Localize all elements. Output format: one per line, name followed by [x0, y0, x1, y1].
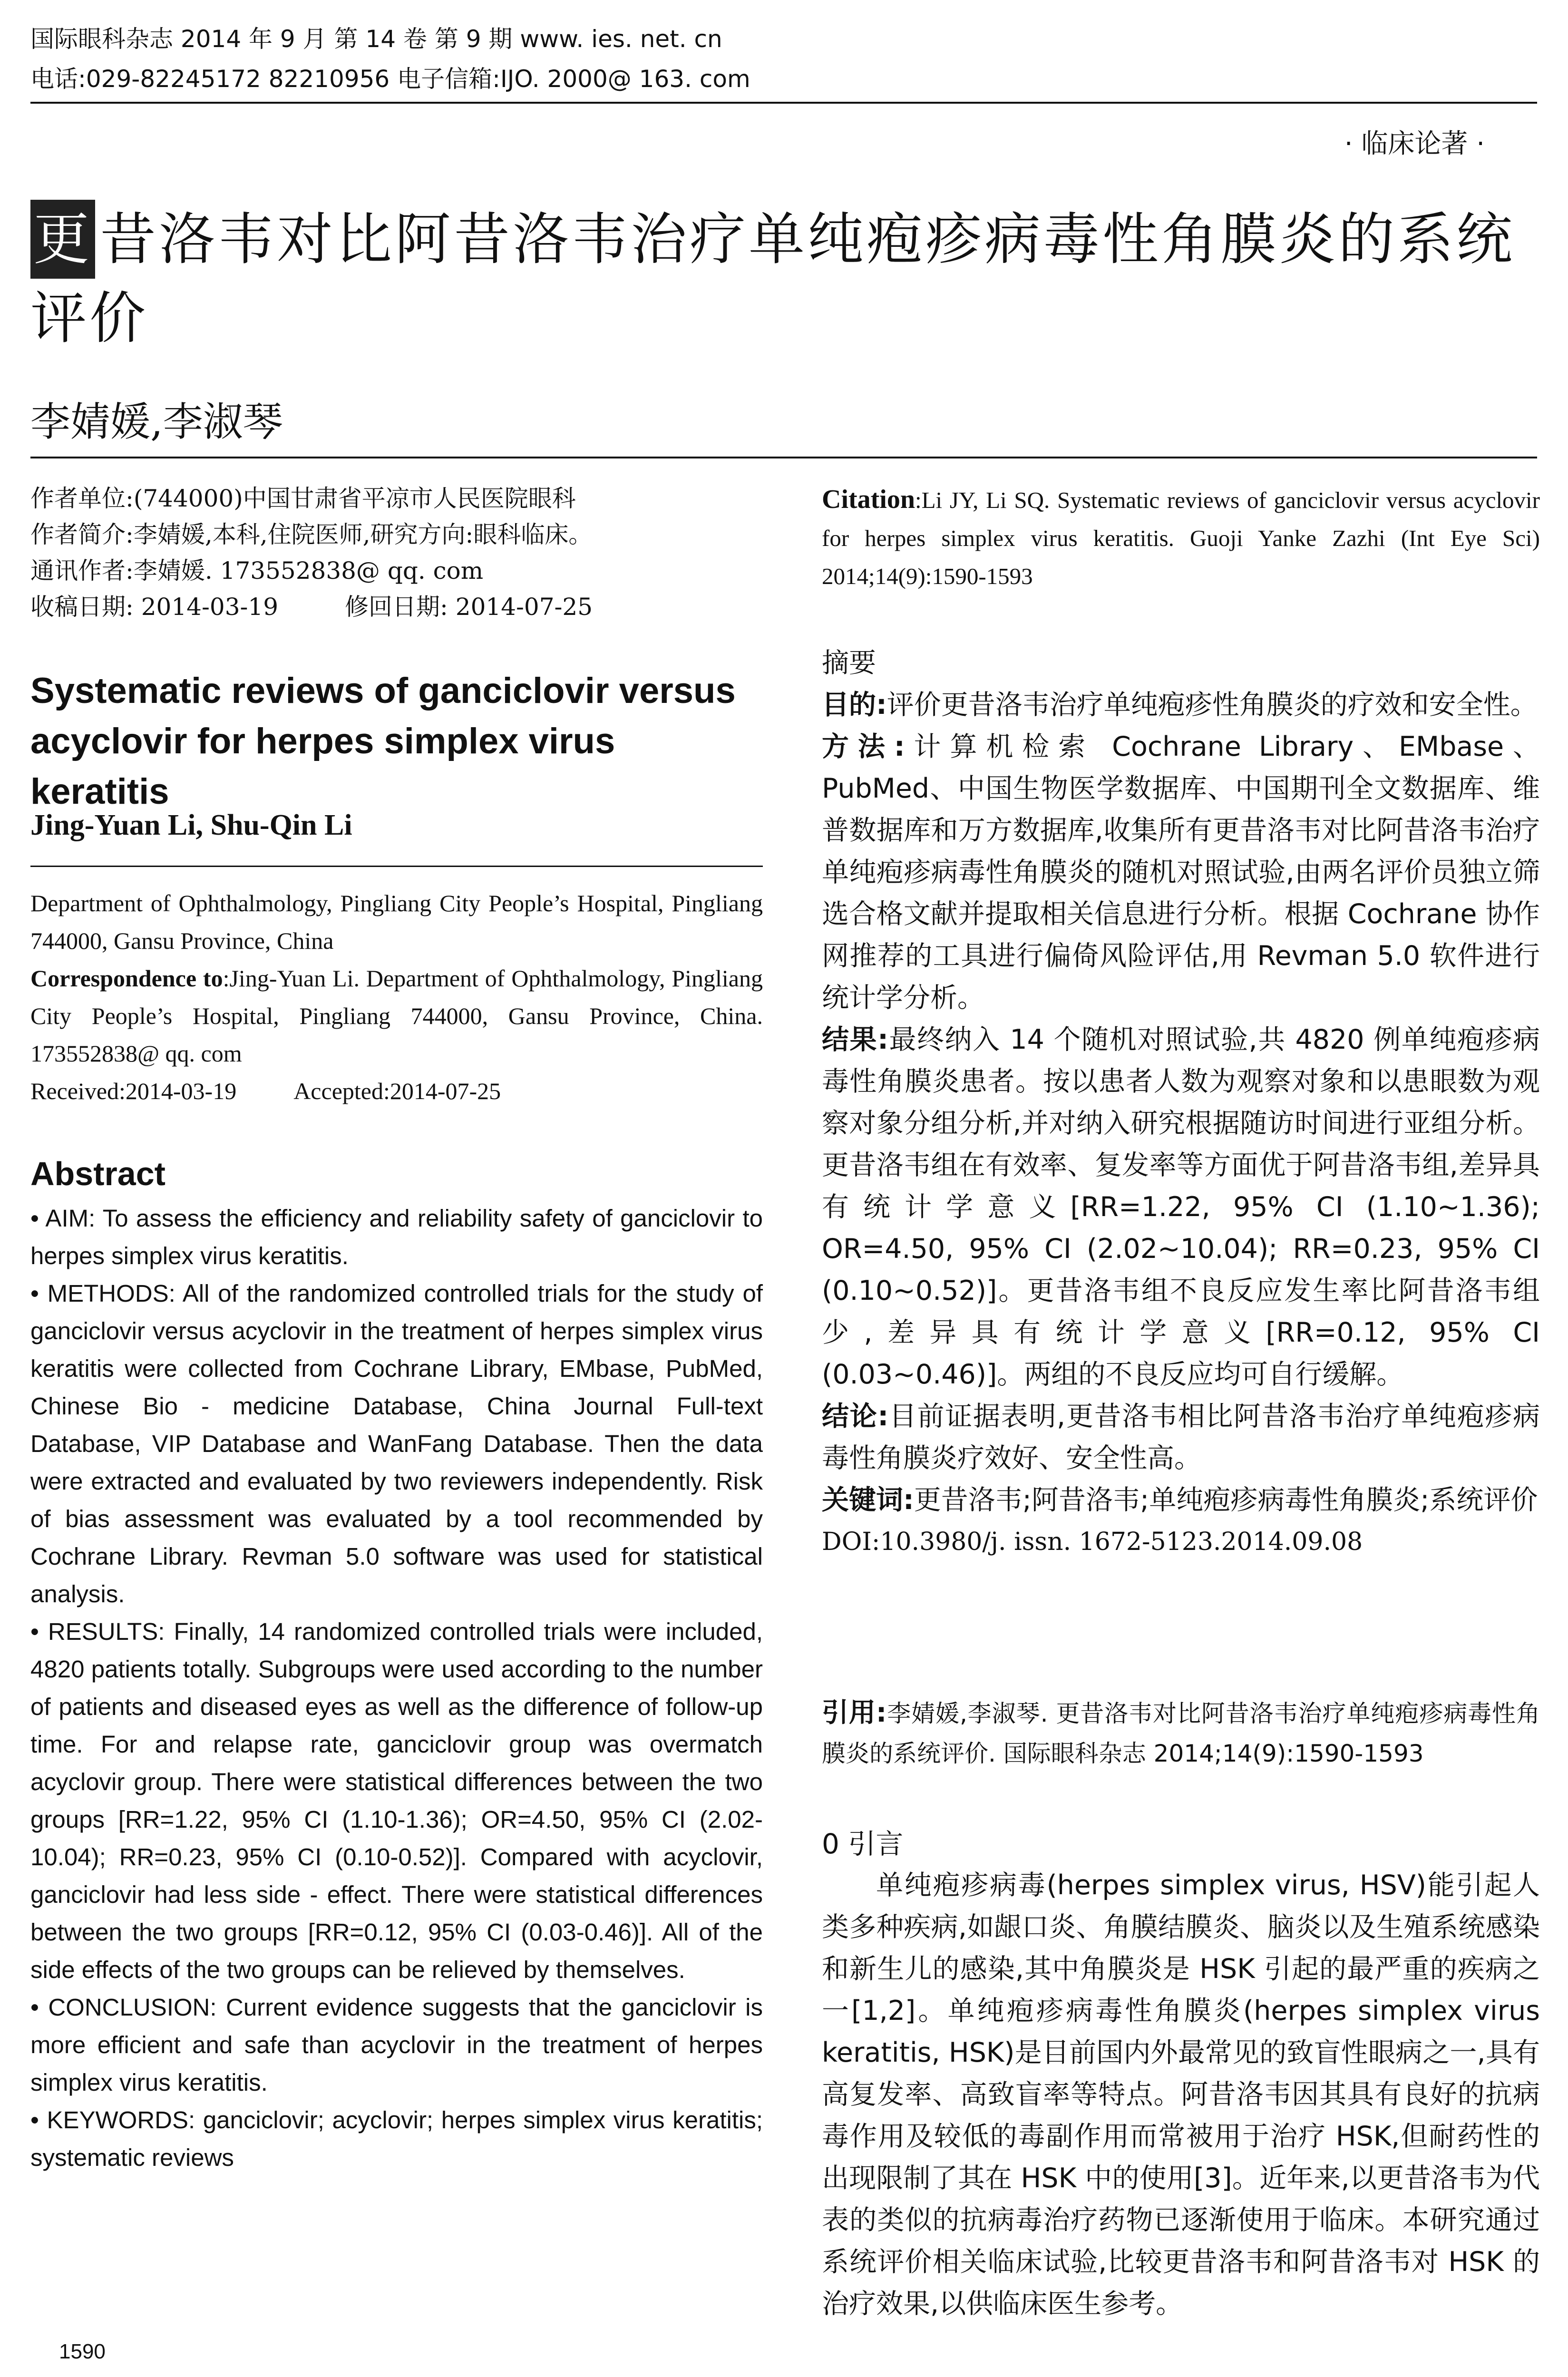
article-title — [30, 200, 1543, 358]
citation-label: Citation — [822, 485, 915, 514]
received-zh: 收稿日期: 2014-03-19 — [30, 593, 279, 621]
reference-text: 李婧媛,李淑琴. 更昔洛韦对比阿昔洛韦治疗单纯疱疹病毒性角膜炎的系统评价. 国际眼科杂志 2014;14(9):1590-1593 — [822, 1700, 1540, 1767]
title-text: 昔洛韦对比阿昔洛韦治疗单纯疱疹病毒性角膜炎的系统评价 — [30, 206, 1516, 351]
zh-methods-label: 方法: — [822, 731, 905, 762]
abstract-conclusion: • CONCLUSION: Current evidence suggests that the ganciclovir is more efficient and safe than acyclovir in the treatment of herpes simplex virus keratitis. — [30, 1994, 763, 2096]
zh-conclusion-label: 结论: — [822, 1401, 889, 1432]
dates-en — [30, 1072, 763, 1110]
intro-paragraph: 单纯疱疹病毒(herpes simplex virus, HSV)能引起人类多种疾病,如龈口炎、角膜结膜炎、脑炎以及生殖系统感染和新生儿的感染,其中角膜炎是 HSK 引起的最严重的疾病之一[1,2]。单纯疱疹病毒性角膜炎(herpes simplex virus keratitis, HSK)是目前国内外最常见的致盲性眼病之一,具有高复发率、高致盲率等特点。阿昔洛韦因其具有良好的抗病毒作用及较低的毒副作用而常被用于治疗 HSK,但耐药性的出现限制了其在 HSK 中的使用[3]。近年来,以更昔洛韦为代表的类似的抗病毒治疗药物已逐渐使用于临床。本研究通过系统评价相关临床试验,比较更昔洛韦和阿昔洛韦对 HSK 的治疗效果,以供临床医生参考。 — [822, 1870, 1540, 2319]
received-en: Received:2014-03-19 — [30, 1078, 237, 1104]
author-bio: 作者简介:李婧媛,本科,住院医师,研究方向:眼科临床。 — [30, 521, 593, 548]
citation-text: :Li JY, Li SQ. Systematic reviews of ganciclovir versus acyclovir for herpes simplex virus keratitis. Guoji Yanke Zazhi (Int Eye Sci) 2014;14(9):1590-1593 — [822, 487, 1540, 589]
zh-conclusion-text: 目前证据表明,更昔洛韦相比阿昔洛韦治疗单纯疱疹病毒性角膜炎疗效好、安全性高。 — [822, 1401, 1540, 1474]
zh-keywords-label: 关键词: — [822, 1484, 914, 1516]
zh-results-text: 最终纳入 14 个随机对照试验,共 4820 例单纯疱疹病毒性角膜炎患者。按以患者人数为观察对象和以患眼数为观察对象分组分析,并对纳入研究根据随访时间进行亚组分析。更昔洛韦组在有效率、复发率等方面优于阿昔洛韦组,差异具有统计学意义[RR=1.22, 95% CI (1.10~1.36); OR=4.50, 95% CI (2.02~10.04); RR=0.23, 95% CI (0.10~0.52)]。更昔洛韦组不良反应发生率比阿昔洛韦组少,差异具有统计学意义[RR=0.12, 95% CI (0.03~0.46)]。两组的不良反应均可自行缓解。 — [822, 1024, 1540, 1390]
zh-methods — [822, 726, 1540, 1019]
revised-zh: 修回日期: 2014-07-25 — [345, 593, 593, 621]
zh-abstract-heading: 摘要 — [822, 647, 876, 679]
abstract-heading: Abstract — [30, 1155, 166, 1192]
intro-heading: 0 引言 — [822, 1828, 904, 1860]
accepted-en: Accepted:2014-07-25 — [293, 1078, 501, 1104]
zh-abstract — [822, 642, 1540, 1563]
zh-aim-text: 评价更昔洛韦治疗单纯疱疹性角膜炎的疗效和安全性。 — [886, 689, 1538, 721]
zh-results — [822, 1019, 1540, 1395]
abstract-methods: • METHODS: All of the randomized controlled trials for the study of ganciclovir versus acyclovir in the treatment of herpes simplex virus keratitis were collected from Cochrane Library, EMbase, PubMed, Chinese Bio - medicine Database, China Journal Full-text Database, VIP Database and WanFang Database. Then the data were extracted and evaluated by two reviewers independently. Risk of bias assessment was evaluated by a tool recommended by Cochrane Library. Revman 5.0 software was used for statistical analysis. — [30, 1280, 763, 1607]
abstract-body — [30, 1199, 763, 2176]
correspondence-label: Correspondence to — [30, 965, 223, 992]
zh-keywords-text: 更昔洛韦;阿昔洛韦;单纯疱疹病毒性角膜炎;系统评价 — [914, 1484, 1538, 1516]
dates-zh — [30, 589, 772, 625]
journal-header-line2: 电话:029-82245172 82210956 电子信箱:IJO. 2000@ 163. com — [30, 65, 750, 93]
citation — [822, 480, 1540, 595]
author-meta — [30, 480, 772, 625]
correspondence — [30, 960, 763, 1072]
intro-body — [822, 1864, 1540, 2325]
affiliation-text: Department of Ophthalmology, Pingliang City People’s Hospital, Pingliang 744000, Gansu Province, China — [30, 890, 763, 954]
abstract-keywords: • KEYWORDS: ganciclovir; acyclovir; herpes simplex virus keratitis; systematic reviews — [30, 2106, 763, 2171]
zh-aim-label: 目的: — [822, 689, 887, 721]
english-authors-rule — [30, 866, 763, 867]
page-number: 1590 — [59, 2340, 106, 2363]
title-marker: 更 — [30, 200, 95, 279]
abstract-results: • RESULTS: Finally, 14 randomized controlled trials were included, 4820 patients totally. Subgroups were used according to the number of patients and diseased eyes as well as the difference of follow-up time. For and relapse rate, ganciclovir group was overmatch acyclovir group. There were statistical differences between the two groups [RR=1.22, 95% CI (1.10-1.36); OR=4.50, 95% CI (2.02-10.04); RR=0.23, 95% CI (0.10-0.52)]. Compared with acyclovir, ganciclovir had less side - effect. There were statistical differences between the two groups [RR=0.12, 95% CI (0.03-0.46)]. All of the side effects of the two groups can be relieved by themselves. — [30, 1618, 763, 1983]
zh-conclusion — [822, 1395, 1540, 1479]
corresponding-author: 通讯作者:李婧媛. 173552838@ qq. com — [30, 557, 484, 585]
zh-methods-text: 计算机检索 Cochrane Library、EMbase、PubMed、中国生物医学数据库、中国期刊全文数据库、维普数据库和万方数据库,收集所有更昔洛韦对比阿昔洛韦治疗单纯疱疹病毒性角膜炎的随机对照试验,由两名评价员独立筛选合格文献并提取相关信息进行分析。根据 Cochrane 协作网推荐的工具进行偏倚风险评估,用 Revman 5.0 软件进行统计学分析。 — [822, 731, 1540, 1013]
authors-zh: 李婧媛,李淑琴 — [30, 399, 283, 445]
reference-line — [822, 1693, 1540, 1773]
abstract-aim: • AIM: To assess the efficiency and reliability safety of ganciclovir to herpes simplex virus keratitis. — [30, 1205, 763, 1269]
zh-aim — [822, 684, 1540, 726]
header-rule — [30, 102, 1537, 104]
journal-header-line1: 国际眼科杂志 2014 年 9 月 第 14 卷 第 9 期 www. ies. net. cn — [30, 25, 722, 53]
section-tag: · 临床论著 · — [1344, 128, 1485, 159]
correspondence-text: :Jing-Yuan Li. Department of Ophthalmology, Pingliang City People’s Hospital, Pingliang 744000, Gansu Province, China. 173552838@ qq. com — [30, 965, 763, 1067]
english-authors: Jing-Yuan Li, Shu-Qin Li — [30, 809, 352, 841]
zh-keywords — [822, 1479, 1540, 1521]
title-rule — [30, 457, 1537, 458]
zh-results-label: 结果: — [822, 1024, 888, 1055]
reference-label: 引用: — [822, 1697, 887, 1728]
english-affiliation — [30, 885, 763, 1110]
doi: DOI:10.3980/j. issn. 1672-5123.2014.09.08 — [822, 1528, 1363, 1556]
author-unit: 作者单位:(744000)中国甘肃省平凉市人民医院眼科 — [30, 485, 576, 512]
english-title: Systematic reviews of ganciclovir versus acyclovir for herpes simplex virus keratitis — [30, 671, 736, 812]
